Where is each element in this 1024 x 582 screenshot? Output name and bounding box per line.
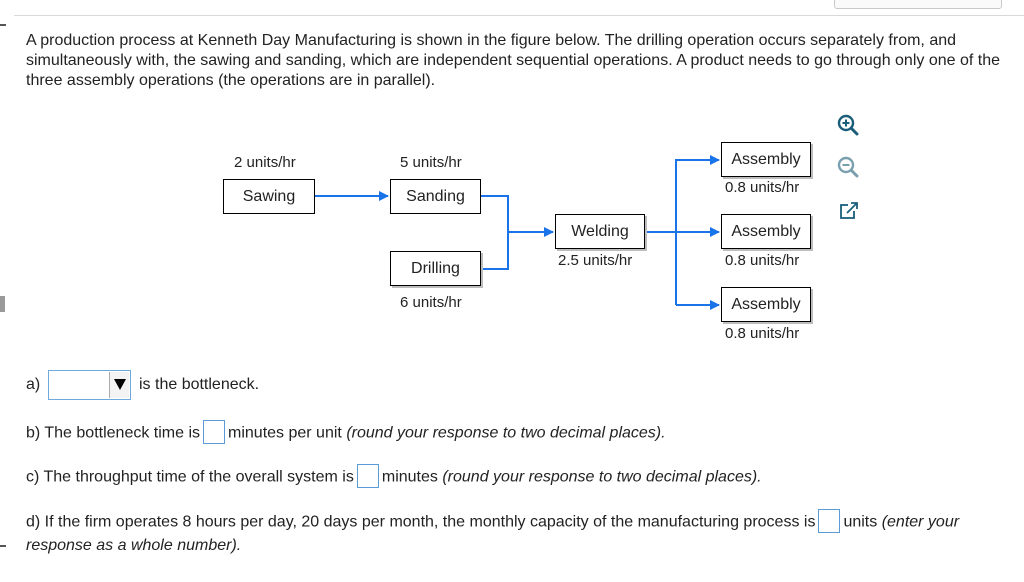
bottleneck-time-input[interactable]: [203, 420, 225, 444]
problem-intro: A production process at Kenneth Day Manufacturing is shown in the figure below. The drilling operation occurs separately from, and simultaneously with, the sawing and sanding, which are independent sequential operations. A product needs to go through only one of the three assembly operations (the operations are in parallel).: [26, 32, 1000, 89]
sawing-rate: 2 units/hr: [234, 154, 296, 171]
question-c-hint: (round your response to two decimal places).: [442, 468, 762, 486]
question-d: [26, 512, 959, 533]
popout-icon[interactable]: [838, 200, 860, 222]
sanding-box: [390, 179, 481, 214]
question-b-text: b) The bottleneck time is: [26, 424, 201, 442]
dropdown-arrow-icon[interactable]: [109, 372, 129, 398]
assembly-box-2: [721, 214, 811, 249]
welding-rate: 2.5 units/hr: [558, 252, 633, 269]
question-a-text: is the bottleneck.: [139, 376, 260, 393]
assembly-label-1: Assembly: [731, 150, 801, 168]
question-c-text: c) The throughput time of the overall system is: [26, 468, 354, 486]
bottleneck-select[interactable]: [48, 370, 131, 400]
question-b: [26, 423, 666, 444]
question-d-hint-2: response as a whole number).: [26, 537, 242, 554]
assembly-box-1: [721, 142, 811, 177]
question-a-label: a): [26, 376, 41, 393]
welding-box: [555, 214, 645, 249]
assembly-rate-1: 0.8 units/hr: [725, 179, 800, 196]
throughput-time-input[interactable]: [357, 464, 379, 488]
assembly-label-2: Assembly: [731, 222, 801, 240]
sawing-box: [223, 179, 315, 214]
assembly-rate-2: 0.8 units/hr: [725, 252, 800, 269]
sanding-label: Sanding: [406, 187, 465, 205]
question-b-unit: minutes per unit: [228, 424, 342, 442]
zoom-in-icon[interactable]: [837, 114, 859, 136]
assembly-rate-3: 0.8 units/hr: [725, 325, 800, 342]
welding-label: Welding: [571, 222, 629, 240]
sawing-label: Sawing: [242, 187, 296, 205]
drilling-label: Drilling: [411, 259, 460, 277]
drilling-rate: 6 units/hr: [400, 294, 462, 311]
question-b-hint: (round your response to two decimal places).: [346, 424, 666, 442]
question-d-hint-1: (enter your: [881, 513, 960, 531]
question-c: [26, 467, 762, 488]
monthly-capacity-input[interactable]: [818, 509, 840, 533]
question-d-unit: units: [843, 513, 878, 531]
sanding-to-merge-line: [481, 196, 508, 269]
question-c-unit: minutes: [381, 468, 438, 486]
question-d-line-2: [26, 536, 241, 556]
zoom-out-icon[interactable]: [837, 156, 859, 178]
drilling-box: [390, 251, 481, 286]
sanding-rate: 5 units/hr: [400, 154, 462, 171]
question-d-text: d) If the firm operates 8 hours per day, 20 days per month, the monthly capacity of the manufacturing process is: [26, 513, 816, 531]
assembly-label-3: Assembly: [731, 295, 801, 313]
assembly-box-3: [721, 287, 811, 322]
